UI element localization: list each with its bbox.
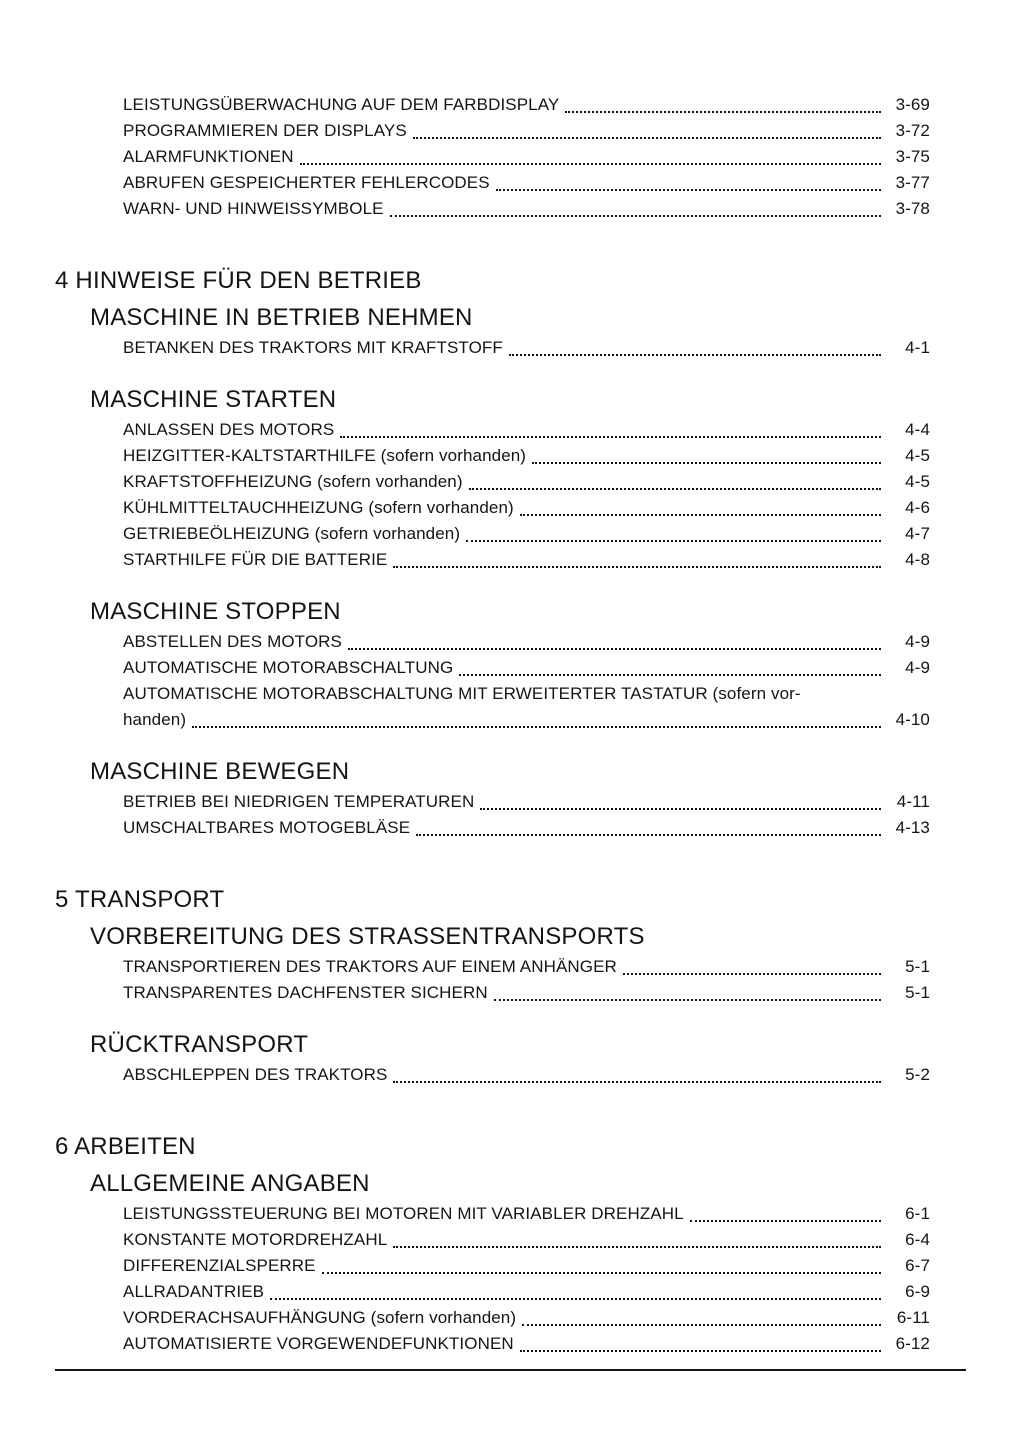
toc-entry-page: 4-7 [905, 524, 930, 543]
chapter-title: 6 ARBEITEN [55, 1133, 196, 1160]
section-entries [123, 335, 930, 361]
toc-entry [123, 1279, 930, 1305]
chapter-sections [0, 303, 1024, 841]
toc-entry [123, 681, 930, 707]
dot-leader [322, 1272, 881, 1274]
toc-entry-page: 4-6 [905, 498, 930, 517]
toc-entry-label: AUTOMATISIERTE VORGEWENDEFUNKTIONEN [123, 1334, 514, 1353]
section-entries [123, 954, 930, 1006]
footer-rule [55, 1369, 966, 1371]
toc-entry-page: 6-12 [895, 1334, 930, 1353]
toc-entry-page: 3-78 [895, 199, 930, 218]
toc-entry-page: 4-5 [905, 446, 930, 465]
toc-entry-label: ALARMFUNKTIONEN [123, 147, 294, 166]
toc-entry [123, 1331, 930, 1357]
toc-entry-label: KONSTANTE MOTORDREHZAHL [123, 1230, 388, 1249]
toc-entry [123, 954, 930, 980]
toc-entry [123, 547, 930, 573]
dot-leader [480, 808, 881, 810]
toc-chapter [0, 1132, 1024, 1357]
chapter-sections [0, 922, 1024, 1088]
chapter-title: 4 HINWEISE FÜR DEN BETRIEB [55, 267, 422, 294]
toc-entry [123, 789, 930, 815]
toc-entry-label: WARN- UND HINWEISSYMBOLE [123, 199, 384, 218]
dot-leader [393, 1081, 881, 1083]
toc-entry [123, 469, 930, 495]
section-title: RÜCKTRANSPORT [90, 1031, 309, 1058]
toc-entry-page: 4-8 [905, 550, 930, 569]
toc-entry-label: UMSCHALTBARES MOTOGEBLÄSE [123, 818, 411, 837]
toc-entry-page: 4-11 [896, 792, 930, 811]
dot-leader [416, 834, 881, 836]
dot-leader [509, 354, 881, 356]
toc-chapter [0, 885, 1024, 1088]
dot-leader [532, 462, 881, 464]
toc-entry [123, 170, 930, 196]
dot-leader [390, 215, 881, 217]
toc-entry [123, 521, 930, 547]
chapter-sections [0, 1169, 1024, 1357]
dot-leader [192, 726, 881, 728]
section-entries [123, 1201, 930, 1357]
toc-entry-label: LEISTUNGSSTEUERUNG BEI MOTOREN MIT VARIABLER DREHZAHL [123, 1204, 684, 1223]
section-title: ALLGEMEINE ANGABEN [90, 1170, 370, 1197]
toc-section [0, 597, 1024, 733]
toc-section [0, 922, 1024, 1006]
dot-leader [340, 436, 881, 438]
toc-entry [123, 92, 930, 118]
toc-entry-page: 3-75 [895, 147, 930, 166]
toc-entry-label: DIFFERENZIALSPERRE [123, 1256, 316, 1275]
toc-entry-page: 4-5 [905, 472, 930, 491]
toc-entry [123, 815, 930, 841]
section-entries [123, 629, 930, 733]
toc-chapter [0, 266, 1024, 841]
toc-section [0, 757, 1024, 841]
toc-entry-page: 4-1 [905, 338, 930, 357]
chapter-title: 5 TRANSPORT [55, 886, 225, 913]
toc-entry [123, 144, 930, 170]
toc-entry-label: LEISTUNGSÜBERWACHUNG AUF DEM FARBDISPLAY [123, 95, 560, 114]
toc-entry [123, 1227, 930, 1253]
toc-entry [123, 443, 930, 469]
toc-entry-page: 4-9 [905, 632, 930, 651]
dot-leader [466, 540, 881, 542]
dot-leader [348, 648, 881, 650]
section-entries [123, 1062, 930, 1088]
toc-entry-page: 5-1 [905, 957, 930, 976]
toc-entry [123, 1253, 930, 1279]
dot-leader [623, 973, 881, 975]
toc-entry-label: ANLASSEN DES MOTORS [123, 420, 335, 439]
toc-section [0, 1169, 1024, 1357]
dot-leader [496, 189, 881, 191]
dot-leader [459, 674, 881, 676]
dot-leader [690, 1220, 881, 1222]
dot-leader [520, 1350, 881, 1352]
dot-leader [565, 111, 881, 113]
toc-entry-label: KÜHLMITTELTAUCHHEIZUNG (sofern vorhanden) [123, 498, 514, 517]
dot-leader [393, 566, 881, 568]
toc-entry [123, 495, 930, 521]
toc-entry-page: 4-10 [895, 710, 930, 729]
toc-entry-label: PROGRAMMIEREN DER DISPLAYS [123, 121, 407, 140]
toc-entry-label: TRANSPARENTES DACHFENSTER SICHERN [123, 983, 488, 1002]
dot-leader [393, 1246, 881, 1248]
toc-entry-label: BETANKEN DES TRAKTORS MIT KRAFTSTOFF [123, 338, 503, 357]
toc-entry-page: 6-11 [896, 1308, 930, 1327]
section-title: VORBEREITUNG DES STRASSENTRANSPORTS [90, 923, 645, 950]
dot-leader [270, 1298, 881, 1300]
toc-entry-page: 6-4 [905, 1230, 930, 1249]
toc-entry-label: ALLRADANTRIEB [123, 1282, 265, 1301]
toc-entry-page: 5-2 [905, 1065, 930, 1084]
toc-entry-label: ABSCHLEPPEN DES TRAKTORS [123, 1065, 388, 1084]
toc-entry [123, 707, 930, 733]
toc-leading-entries [123, 92, 930, 222]
toc-entry-page: 4-9 [905, 658, 930, 677]
toc-entry-page: 6-1 [905, 1204, 930, 1223]
toc-entry-label: KRAFTSTOFFHEIZUNG (sofern vorhanden) [123, 472, 463, 491]
toc-entry-label: ABRUFEN GESPEICHERTER FEHLERCODES [123, 173, 490, 192]
toc-entry [123, 196, 930, 222]
toc-chapters [0, 266, 1024, 1357]
toc-entry-label: AUTOMATISCHE MOTORABSCHALTUNG [123, 658, 454, 677]
toc-entry-label: AUTOMATISCHE MOTORABSCHALTUNG MIT ERWEITERTER TASTATUR (sofern vor- [123, 684, 801, 703]
dot-leader [413, 137, 881, 139]
toc-entry-label: STARTHILFE FÜR DIE BATTERIE [123, 550, 388, 569]
toc-entry-label: BETRIEB BEI NIEDRIGEN TEMPERATUREN [123, 792, 475, 811]
dot-leader [469, 488, 881, 490]
toc-section [0, 385, 1024, 573]
toc-entry-label: GETRIEBEÖLHEIZUNG (sofern vorhanden) [123, 524, 461, 543]
toc-entry-label: handen) [123, 710, 187, 729]
section-title: MASCHINE STOPPEN [90, 598, 341, 625]
dot-leader [522, 1324, 881, 1326]
toc-section [0, 303, 1024, 361]
section-entries [123, 417, 930, 573]
toc-entry [123, 1305, 930, 1331]
toc-entry [123, 335, 930, 361]
toc-entry [123, 1062, 930, 1088]
toc-entry-label: ABSTELLEN DES MOTORS [123, 632, 342, 651]
toc-entry [123, 1201, 930, 1227]
toc-entry [123, 980, 930, 1006]
toc-entry [123, 417, 930, 443]
toc-entry-page: 5-1 [905, 983, 930, 1002]
dot-leader [494, 999, 881, 1001]
dot-leader [300, 163, 881, 165]
toc-entry-page: 6-9 [905, 1282, 930, 1301]
section-title: MASCHINE BEWEGEN [90, 758, 350, 785]
toc-entry-page: 6-7 [905, 1256, 930, 1275]
toc-entry-label: HEIZGITTER-KALTSTARTHILFE (sofern vorhanden) [123, 446, 527, 465]
toc-entry-label: VORDERACHSAUFHÄNGUNG (sofern vorhanden) [123, 1308, 517, 1327]
toc-section [0, 1030, 1024, 1088]
section-title: MASCHINE IN BETRIEB NEHMEN [90, 304, 473, 331]
toc-entry-page: 4-4 [905, 420, 930, 439]
dot-leader [520, 514, 881, 516]
section-title: MASCHINE STARTEN [90, 386, 337, 413]
toc-entry-page: 3-69 [895, 95, 930, 114]
toc-entry-page: 3-72 [895, 121, 930, 140]
toc-entry-page: 4-13 [895, 818, 930, 837]
section-entries [123, 789, 930, 841]
toc-entry-label: TRANSPORTIEREN DES TRAKTORS AUF EINEM ANHÄNGER [123, 957, 617, 976]
toc-entry [123, 629, 930, 655]
toc-entry-page: 3-77 [895, 173, 930, 192]
toc-entry [123, 655, 930, 681]
toc-entry [123, 118, 930, 144]
